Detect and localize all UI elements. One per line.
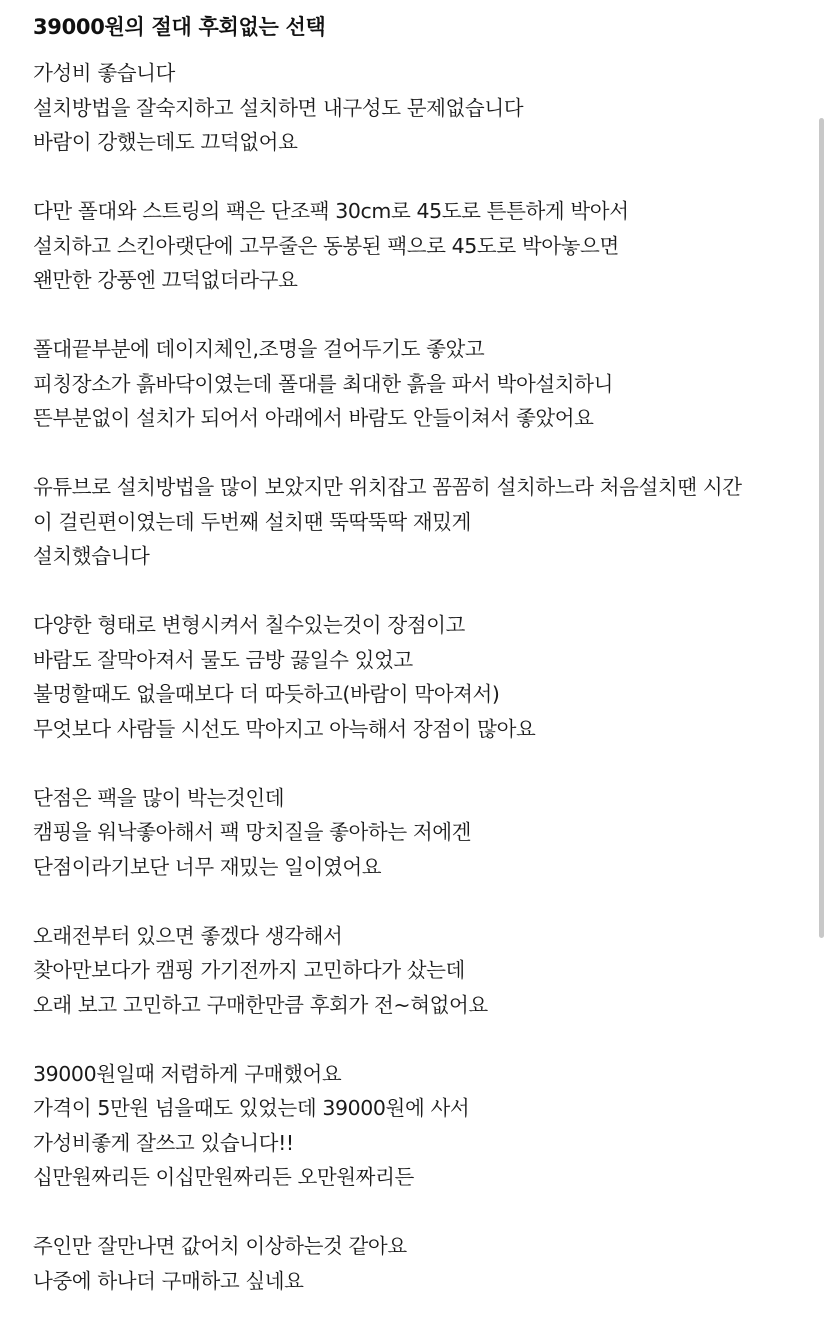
review-text-line: 왠만한 강풍엔 끄덕없더라구요 (33, 268, 298, 292)
review-text-line: 폴대끝부분에 데이지체인,조명을 걸어두기도 좋았고 (33, 337, 485, 361)
review-text-line: 다만 폴대와 스트링의 팩은 단조팩 30cm로 45도로 튼튼하게 박아서 (33, 199, 629, 223)
review-text-line: 설치하고 스킨아랫단에 고무줄은 동봉된 팩으로 45도로 박아놓으면 (33, 233, 619, 258)
review-paragraph (33, 781, 803, 885)
review-text-line: 가성비 좋습니다 (33, 61, 175, 85)
review-title: 39000원의 절대 후회없는 선택 (33, 15, 326, 39)
review-body (33, 56, 803, 1298)
review-text-line: 불멍할때도 없을때보다 더 따듯하고(바람이 막아져서) (33, 682, 500, 706)
review-text-line: 단점은 팩을 많이 박는것인데 (33, 785, 285, 810)
review-text-line: 설치방법을 잘숙지하고 설치하면 내구성도 문제없습니다 (33, 95, 524, 120)
review-paragraph (33, 56, 803, 160)
review-text-line: 오래 보고 고민하고 구매한만큼 후회가 전~혀없어요 (33, 992, 488, 1017)
review-paragraph (33, 332, 803, 436)
review-paragraph (33, 919, 803, 1023)
review-text-line: 설치했습니다 (33, 544, 150, 568)
review-text-line: 바람이 강했는데도 끄덕없어요 (33, 130, 298, 154)
review-text-line: 피칭장소가 흙바닥이였는데 폴대를 최대한 흙을 파서 박아설치하니 (33, 371, 613, 396)
review-text-line: 단점이라기보단 너무 재밌는 일이였어요 (33, 854, 382, 879)
review-paragraph (33, 470, 803, 574)
review-text-line: 바람도 잘막아져서 물도 금방 끓일수 있었고 (33, 647, 413, 672)
review-text-line: 무엇보다 사람들 시선도 막아지고 아늑해서 장점이 많아요 (33, 716, 536, 741)
review-text-line: 가성비좋게 잘쓰고 있습니다!! (33, 1130, 294, 1155)
review-text-line: 뜬부분없이 설치가 되어서 아래에서 바람도 안들이쳐서 좋았어요 (33, 406, 594, 430)
review-paragraph (33, 608, 803, 746)
review-text-line: 가격이 5만원 넘을때도 있었는데 39000원에 사서 (33, 1096, 470, 1120)
review-text-line: 오래전부터 있으면 좋겠다 생각해서 (33, 923, 343, 948)
scrollbar-thumb[interactable] (819, 118, 824, 938)
review-paragraph (33, 1229, 803, 1298)
review-container (33, 12, 803, 1333)
review-text-line: 찾아만보다가 캠핑 가기전까지 고민하다가 샀는데 (33, 958, 465, 982)
review-text-line: 캠핑을 워낙좋아해서 팩 망치질을 좋아하는 저에겐 (33, 820, 472, 844)
review-text-line: 유튜브로 설치방법을 많이 보았지만 위치잡고 꼼꼼히 설치하느라 처음설치땐 시간 (33, 475, 742, 499)
review-paragraph (33, 1057, 803, 1195)
review-text-line: 나중에 하나더 구매하고 싶네요 (33, 1268, 304, 1293)
review-text-line: 주인만 잘만나면 값어치 이상하는것 같아요 (33, 1234, 407, 1258)
review-text-line: 다양한 형태로 변형시켜서 칠수있는것이 장점이고 (33, 613, 465, 637)
review-text-line: 39000원일때 저렴하게 구매했어요 (33, 1061, 342, 1086)
vertical-scrollbar[interactable] (819, 118, 824, 938)
review-paragraph (33, 194, 803, 298)
review-text-line: 십만원짜리든 이십만원짜리든 오만원짜리든 (33, 1165, 414, 1189)
review-text-line: 이 걸린편이였는데 두번째 설치땐 뚝딱뚝딱 재밌게 (33, 509, 472, 534)
